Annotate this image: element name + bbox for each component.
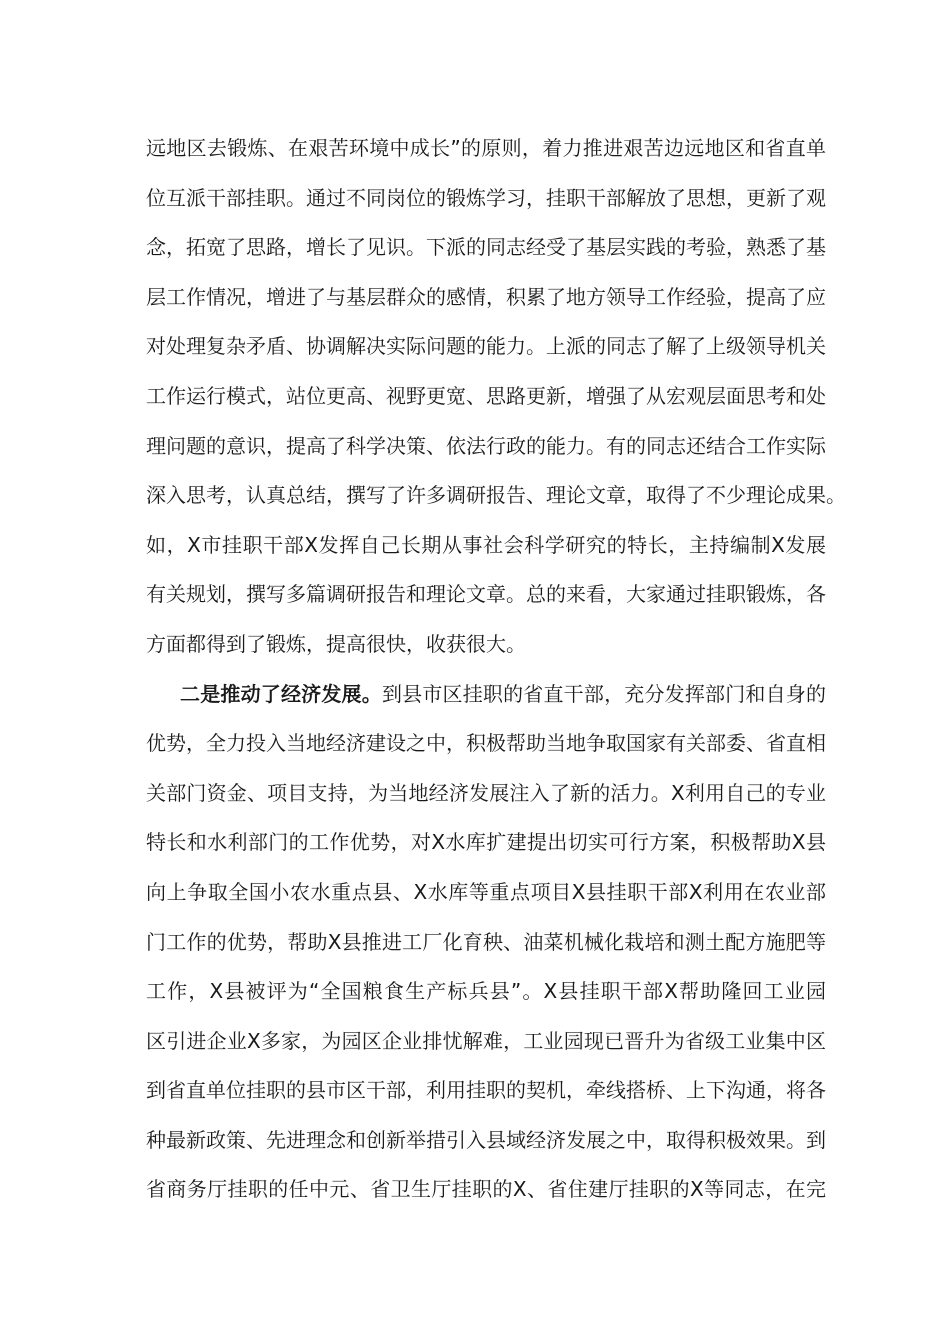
- paragraph-2: [146, 670, 826, 1216]
- text-line: 念，拓宽了思路，增长了见识。下派的同志经受了基层实践的考验，熟悉了基: [146, 235, 826, 260]
- text-line: 深入思考，认真总结，撰写了许多调研报告、理论文章，取得了不少理论成果。: [146, 483, 846, 508]
- text-line: 对处理复杂矛盾、协调解决实际问题的能力。上派的同志了解了上级领导机关: [146, 334, 826, 359]
- text-line: 如，X市挂职干部X发挥自己长期从事社会科学研究的特长，主持编制X发展: [146, 532, 826, 557]
- text-line: 关部门资金、项目支持，为当地经济发展注入了新的活力。X利用自己的专业: [146, 780, 826, 805]
- text-line: 理问题的意识，提高了科学决策、依法行政的能力。有的同志还结合工作实际: [146, 433, 826, 458]
- section-heading: 二是推动了经济发展。: [180, 681, 382, 706]
- text-line: 层工作情况，增进了与基层群众的感情，积累了地方领导工作经验，提高了应: [146, 284, 826, 309]
- text-line: 区引进企业X多家，为园区企业排忧解难，工业园现已晋升为省级工业集中区: [146, 1028, 826, 1053]
- text-span: 到县市区挂职的省直干部，充分发挥部门和自身的: [381, 681, 827, 706]
- text-line: 种最新政策、先进理念和创新举措引入县域经济发展之中，取得积极效果。到: [146, 1127, 826, 1152]
- text-line: 门工作的优势，帮助X县推进工厂化育秧、油菜机械化栽培和测土配方施肥等: [146, 929, 826, 954]
- text-line: 向上争取全国小农水重点县、X水库等重点项目X县挂职干部X利用在农业部: [146, 879, 826, 904]
- text-line: 优势，全力投入当地经济建设之中，积极帮助当地争取国家有关部委、省直相: [146, 731, 826, 756]
- text-line: 省商务厅挂职的任中元、省卫生厅挂职的X、省住建厅挂职的X等同志，在完: [146, 1177, 826, 1202]
- paragraph-first-line: [146, 670, 826, 720]
- text-line: 工作，X县被评为“全国粮食生产标兵县”。X县挂职干部X帮助隆回工业园: [146, 979, 826, 1004]
- text-line: 位互派干部挂职。通过不同岗位的锻炼学习，挂职干部解放了思想，更新了观: [146, 185, 826, 210]
- paragraph-1: [146, 124, 846, 670]
- text-line: 有关规划，撰写多篇调研报告和理论文章。总的来看，大家通过挂职锻炼，各: [146, 582, 826, 607]
- text-line: 到省直单位挂职的县市区干部，利用挂职的契机，牵线搭桥、上下沟通，将各: [146, 1078, 826, 1103]
- text-line: 工作运行模式，站位更高、视野更宽、思路更新，增强了从宏观层面思考和处: [146, 383, 826, 408]
- text-line: 特长和水利部门的工作优势，对X水库扩建提出切实可行方案，积极帮助X县: [146, 830, 826, 855]
- body-text: [146, 124, 846, 1215]
- text-line: 方面都得到了锻炼，提高很快，收获很大。: [146, 631, 526, 656]
- text-line: 远地区去锻炼、在艰苦环境中成长”的原则，着力推进艰苦边远地区和省直单: [146, 136, 826, 160]
